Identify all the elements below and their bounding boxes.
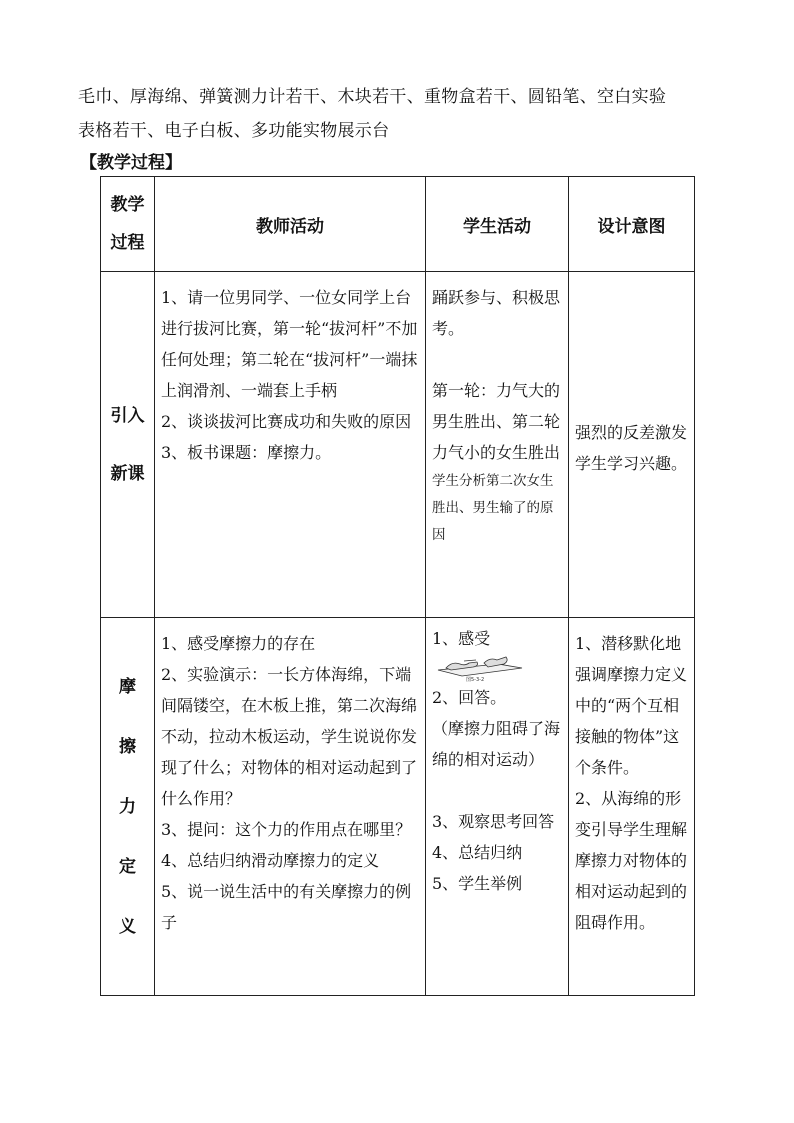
header-student-activity: 学生活动: [426, 177, 569, 272]
teacher-def-item-4: 4、总结归纳滑动摩擦力的定义: [161, 851, 380, 870]
design-def-item-1: 1、潜移默化地强调摩擦力定义中的“两个互相接触的物体”这个条件。: [575, 634, 688, 777]
design-intent-intro: [569, 272, 695, 618]
header-teacher-activity: 教师活动: [155, 177, 426, 272]
materials-line-1: 毛巾、厚海绵、弹簧测力计若干、木块若干、重物盒若干、圆铅笔、空白实验: [78, 87, 667, 107]
stage-def-char-2: 擦: [119, 736, 136, 757]
teacher-def-item-1: 1、感受摩擦力的存在: [161, 634, 316, 653]
table-row-definition: [101, 618, 695, 996]
teacher-activity-intro: [155, 272, 426, 618]
student-def-item-1: 1、感受: [432, 629, 491, 648]
student-activity-intro: [426, 272, 569, 618]
header-process: [101, 177, 155, 272]
student-intro-item-3: 学生分析第二次女生胜出、男生输了的原因: [432, 473, 554, 543]
section-heading: 【教学过程】: [80, 153, 182, 173]
materials-line-2: 表格若干、电子白板、多功能实物展示台: [78, 121, 390, 141]
design-def-item-2: 2、从海绵的形变引导学生理解摩擦力对物体的相对运动起到的阻碍作用。: [575, 789, 688, 932]
teacher-def-item-2: 2、实验演示：一长方体海绵，下端间隔镂空，在木板上推，第二次海绵不动，拉动木板运动，学生说说你发现了什么；对物体的相对运动起到了什么作用？: [161, 665, 418, 808]
stage-intro-line-1: 引入: [110, 405, 145, 426]
student-intro-item-2: 第一轮：力气大的男生胜出、第二轮力气小的女生胜出: [432, 381, 561, 462]
stage-intro-line-2: 新课: [110, 463, 145, 484]
header-design-intent: 设计意图: [569, 177, 695, 272]
design-intent-definition: [569, 618, 695, 996]
teacher-intro-item-1: 1、请一位男同学、一位女同学上台进行拔河比赛，第一轮“拔河杆”不加任何处理；第二轮在“拔河杆”一端抹上润滑剂、一端套上手柄: [161, 288, 418, 400]
student-intro-item-1: 踊跃参与、积极思考。: [432, 288, 561, 338]
student-def-item-2: 2、回答。: [432, 688, 507, 707]
stage-def-char-5: 义: [119, 916, 136, 937]
materials-text: [78, 80, 728, 148]
table-row-intro: [101, 272, 695, 618]
student-activity-definition: [426, 618, 569, 996]
teacher-activity-definition: [155, 618, 426, 996]
student-def-item-3: 3、观察思考回答: [432, 812, 555, 831]
stage-def-char-1: 摩: [119, 676, 136, 697]
stage-def-char-4: 定: [119, 856, 136, 877]
student-def-item-5: 5、学生举例: [432, 874, 523, 893]
header-process-line-1: 教学: [110, 195, 145, 215]
teacher-def-item-5: 5、说一说生活中的有关摩擦力的例子: [161, 882, 412, 932]
student-def-item-2b: （摩擦力阻碍了海绵的相对运动）: [432, 719, 561, 769]
design-intro-text: 强烈的反差激发学生学习兴趣。: [575, 422, 688, 473]
lesson-plan-table: [100, 176, 695, 996]
header-process-line-2: 过程: [110, 233, 145, 253]
student-def-item-4: 4、总结归纳: [432, 843, 523, 862]
figure-caption: 图5-3-2: [466, 677, 485, 682]
teacher-def-item-3: 3、提问：这个力的作用点在哪里？: [161, 820, 412, 839]
stage-def-char-3: 力: [119, 796, 136, 817]
table-header-row: [101, 177, 695, 272]
teacher-intro-item-3: 3、板书课题：摩擦力。: [161, 443, 332, 462]
teacher-intro-item-2: 2、谈谈拔河比赛成功和失败的原因: [161, 412, 412, 431]
sponge-experiment-sketch: [436, 652, 526, 682]
stage-definition: [101, 618, 155, 996]
stage-intro: [101, 272, 155, 618]
